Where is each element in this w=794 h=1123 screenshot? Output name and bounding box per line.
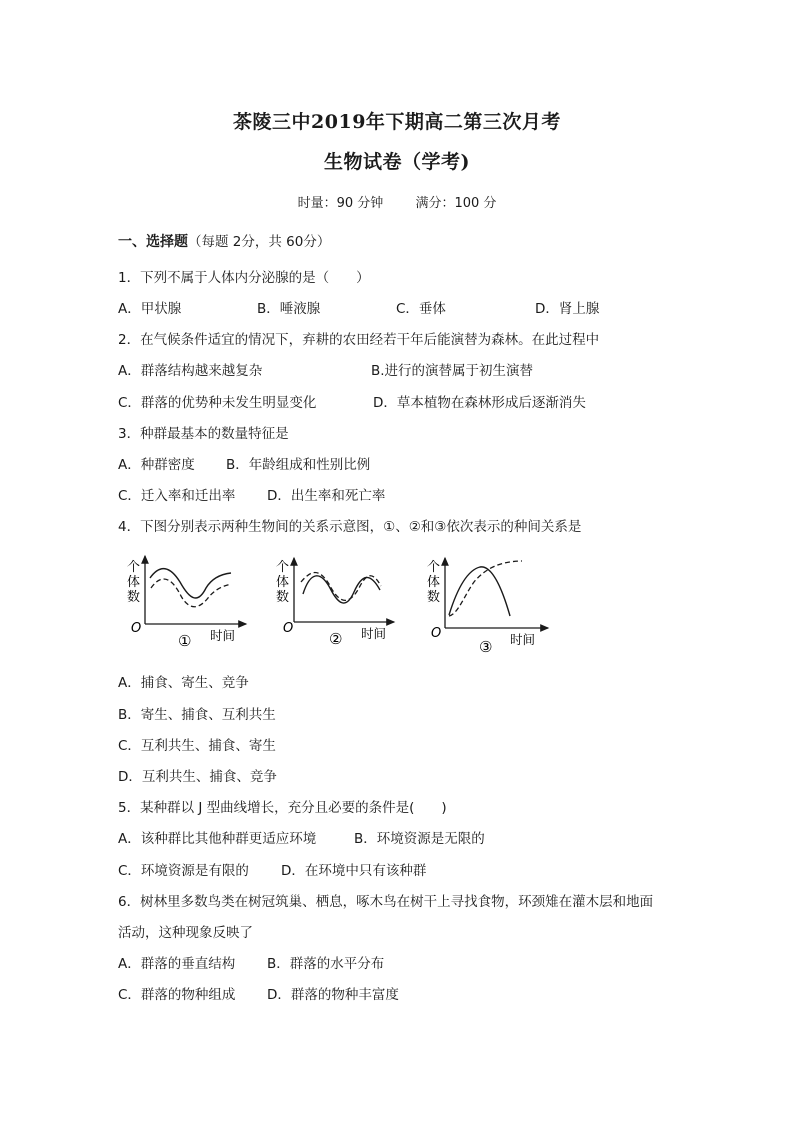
q1-option-a: A．甲状腺 bbox=[118, 301, 182, 317]
q2-option-c: C．群落的优势种未发生明显变化 bbox=[118, 395, 317, 411]
graph-panel-2 bbox=[276, 558, 394, 648]
panel1-dashed-curve bbox=[151, 579, 231, 607]
panel1-solid-curve bbox=[150, 569, 231, 598]
panel3-ylabel-2: 体 bbox=[427, 575, 441, 590]
question-3-stem: 3．种群最基本的数量特征是 bbox=[118, 426, 289, 442]
q2-option-a: A．群落结构越来越复杂 bbox=[118, 363, 263, 379]
graph-panel-1 bbox=[127, 556, 246, 650]
exam-title: 茶陵三中2019年下期高二第三次月考 bbox=[233, 111, 561, 133]
panel1-label: ① bbox=[178, 632, 192, 650]
q5-option-a: A．该种群比其他种群更适应环境 bbox=[118, 831, 317, 847]
q3-option-a: A．种群密度 bbox=[118, 457, 195, 473]
q6-option-a: A．群落的垂直结构 bbox=[118, 956, 236, 972]
q5-option-d: D．在环境中只有该种群 bbox=[281, 863, 427, 879]
q4-option-a: A．捕食、寄生、竞争 bbox=[118, 675, 249, 691]
q2-option-b: B.进行的演替属于初生演替 bbox=[371, 363, 534, 379]
panel1-ylabel-2: 体 bbox=[127, 575, 141, 590]
q3-option-b: B．年龄组成和性别比例 bbox=[226, 457, 371, 473]
q6-option-d: D．群落的物种丰富度 bbox=[267, 987, 399, 1003]
panel1-xlabel: 时间 bbox=[210, 628, 236, 643]
relationship-graphs bbox=[118, 552, 558, 658]
panel2-ylabel-3: 数 bbox=[276, 590, 290, 605]
q6-option-c: C．群落的物种组成 bbox=[118, 987, 236, 1003]
graph-panel-3 bbox=[427, 558, 548, 656]
section-title-bold: 一、选择题 bbox=[118, 234, 188, 250]
question-6-stem-line2: 活动，这种现象反映了 bbox=[118, 925, 253, 941]
q4-option-d: D．互利共生、捕食、竞争 bbox=[118, 769, 277, 785]
panel3-origin: O bbox=[431, 626, 442, 641]
exam-subtitle: 生物试卷（学考) bbox=[324, 151, 470, 173]
question-6-stem-line1: 6．树林里多数鸟类在树冠筑巢、栖息，啄木鸟在树干上寻找食物，环颈雉在灌木层和地面 bbox=[118, 894, 654, 910]
panel2-ylabel-2: 体 bbox=[276, 575, 290, 590]
question-4-stem: 4．下图分别表示两种生物间的关系示意图，①、②和③依次表示的种间关系是 bbox=[118, 519, 582, 535]
full-score: 满分：100 分 bbox=[415, 196, 497, 211]
exam-meta bbox=[0, 192, 794, 211]
panel3-xlabel: 时间 bbox=[510, 632, 536, 647]
panel1-origin: O bbox=[131, 621, 142, 636]
q1-option-c: C．垂体 bbox=[396, 301, 446, 317]
panel1-ylabel-1: 个 bbox=[127, 560, 141, 575]
question-2-stem: 2．在气候条件适宜的情况下，弃耕的农田经若干年后能演替为森林。在此过程中 bbox=[118, 332, 600, 348]
panel3-label: ③ bbox=[479, 638, 493, 656]
panel2-label: ② bbox=[329, 630, 343, 648]
section-title-note: （每题 2分，共 60分） bbox=[188, 234, 331, 250]
panel2-xlabel: 时间 bbox=[361, 626, 387, 641]
q4-option-b: B．寄生、捕食、互利共生 bbox=[118, 707, 276, 723]
q4-option-c: C．互利共生、捕食、寄生 bbox=[118, 738, 276, 754]
time-limit: 时量：90 分钟 bbox=[297, 196, 384, 211]
panel1-ylabel-3: 数 bbox=[127, 590, 141, 605]
question-1-stem: 1．下列不属于人体内分泌腺的是（ ） bbox=[118, 270, 370, 286]
panel2-ylabel-1: 个 bbox=[276, 560, 290, 575]
q2-option-d: D．草本植物在森林形成后逐渐消失 bbox=[373, 395, 586, 411]
q1-option-d: D．肾上腺 bbox=[535, 301, 600, 317]
panel2-origin: O bbox=[283, 621, 294, 636]
q3-option-c: C．迁入率和迁出率 bbox=[118, 488, 236, 504]
panel3-ylabel-3: 数 bbox=[427, 590, 441, 605]
relationship-figure bbox=[118, 552, 558, 658]
q6-option-b: B．群落的水平分布 bbox=[267, 956, 385, 972]
panel3-ylabel-1: 个 bbox=[427, 560, 441, 575]
section-title bbox=[118, 233, 330, 251]
q3-option-d: D．出生率和死亡率 bbox=[267, 488, 386, 504]
q5-option-c: C．环境资源是有限的 bbox=[118, 863, 249, 879]
question-5-stem: 5．某种群以 J 型曲线增长，充分且必要的条件是( ) bbox=[118, 800, 447, 816]
q1-option-b: B．唾液腺 bbox=[257, 301, 321, 317]
q5-option-b: B．环境资源是无限的 bbox=[354, 831, 485, 847]
